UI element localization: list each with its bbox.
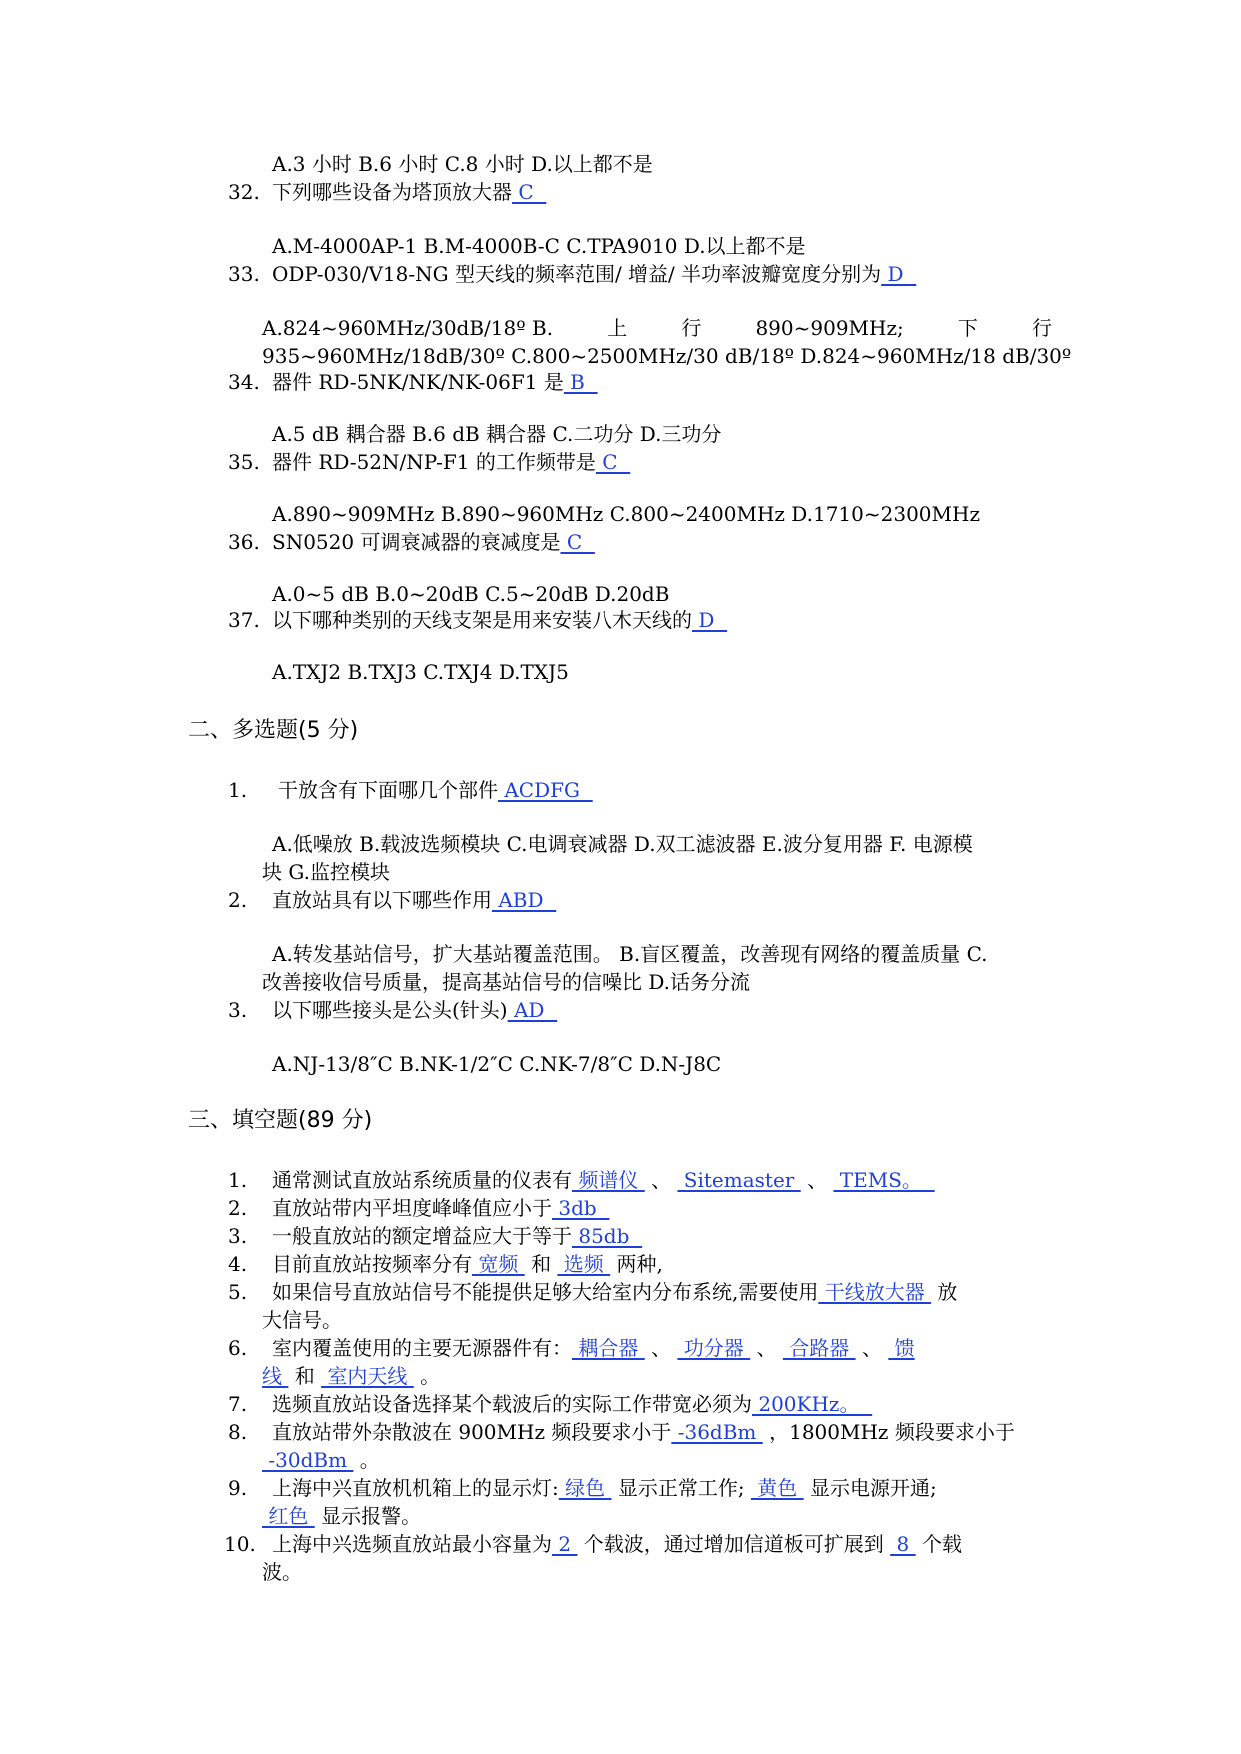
f1-number: 1. [228, 1168, 248, 1192]
q33-question [272, 260, 916, 288]
q37-options: A.TXJ2 B.TXJ3 C.TXJ4 D.TXJ5 [272, 660, 569, 684]
f7-line [272, 1390, 872, 1418]
q33-options-line2: 935~960MHz/18dB/30º C.800~2500MHz/30 dB/18º D.824~960MHz/18 dB/30º [262, 344, 1072, 368]
q35-options: A.890~909MHz B.890~960MHz C.800~2400MHz D.1710~2300MHz [272, 502, 980, 526]
s2q2-text: 直放站具有以下哪些作用 [272, 888, 492, 912]
f6-blank1: 耦合器 [572, 1336, 645, 1360]
f3-line [272, 1222, 642, 1250]
q36-text: SN0520 可调衰减器的衰减度是 [272, 530, 561, 554]
q35-number: 35. [228, 450, 260, 474]
s2q3-number: 3. [228, 998, 248, 1022]
f6-sep2: 、 [750, 1336, 783, 1360]
s2q1-text: 干放含有下面哪几个部件 [278, 778, 498, 802]
f7-text: 选频直放站设备选择某个载波后的实际工作带宽必须为 [272, 1392, 752, 1416]
f10-blank1: 2 [552, 1532, 578, 1556]
q37-text: 以下哪种类别的天线支架是用来安装八木天线的 [272, 608, 692, 632]
q35-text: 器件 RD-52N/NP-F1 的工作频带是 [272, 450, 596, 474]
f8-line [272, 1418, 1015, 1446]
q35-answer: C [595, 450, 631, 474]
q37-answer: D [692, 608, 728, 632]
s2q1-answer: ACDFG [498, 778, 593, 802]
s2q2-number: 2. [228, 888, 248, 912]
f10-sep1: 个载波，通过增加信道板可扩展到 [577, 1532, 891, 1556]
q37-number: 37. [228, 608, 260, 632]
f4-blank1: 宽频 [472, 1252, 525, 1276]
f6-line2 [262, 1362, 440, 1390]
f4-blank2: 选频 [557, 1252, 611, 1276]
q33-opt-part: 行 [681, 316, 702, 340]
f4-tail: 两种, [610, 1252, 663, 1276]
s2q2-answer: ABD [492, 888, 557, 912]
f1-sep1: 、 [644, 1168, 678, 1192]
f8-tail: ，1800MHz 频段要求小于 [762, 1420, 1015, 1444]
q33-answer: D [881, 262, 917, 286]
f8-number: 8. [228, 1420, 248, 1444]
f10-line [272, 1530, 962, 1558]
f1-blank2: Sitemaster [677, 1168, 801, 1192]
f9-sep2: 显示电源开通; [803, 1476, 937, 1500]
f3-blank1: 85db [572, 1224, 643, 1248]
s2q1-question [278, 776, 593, 804]
s2q3-options: A.NJ-13/8″C B.NK-1/2″C C.NK-7/8″C D.N-J8C [272, 1052, 722, 1076]
f9-text: 上海中兴直放机机箱上的显示灯: [272, 1476, 559, 1500]
f5-text: 如果信号直放站信号不能提供足够大给室内分布系统,需要使用 [272, 1280, 819, 1304]
q33-opt-part: 890~909MHz; [755, 316, 904, 340]
q36-number: 36. [228, 530, 260, 554]
f3-text: 一般直放站的额定增益应大于等于 [272, 1224, 572, 1248]
s2q3-text: 以下哪些接头是公头(针头) [272, 998, 508, 1022]
s2q2-options-line1: A.转发基站信号，扩大基站覆盖范围。 B.盲区覆盖，改善现有网络的覆盖质量 C. [272, 942, 988, 966]
q33-opt-part: 下 [957, 316, 978, 340]
f9-sep1: 显示正常工作; [611, 1476, 751, 1500]
q34-question [272, 368, 598, 396]
q31-options: A.3 小时 B.6 小时 C.8 小时 D.以上都不是 [272, 152, 653, 176]
q36-answer: C [560, 530, 595, 554]
f8-line2 [262, 1446, 380, 1474]
f10-line2: 波。 [262, 1560, 302, 1584]
q33-opt-part: A.824~960MHz/30dB/18º B. [262, 316, 554, 340]
f9-blank2: 黄色 [750, 1476, 804, 1500]
f2-number: 2. [228, 1196, 248, 1220]
f6-blank5: 室内天线 [321, 1364, 414, 1388]
f5-line [272, 1278, 957, 1306]
f6-blank3: 合路器 [782, 1336, 856, 1360]
q37-question [272, 606, 727, 634]
s2q2-question [272, 886, 556, 914]
q34-text: 器件 RD-5NK/NK/NK-06F1 是 [272, 370, 564, 394]
f8-end: 。 [353, 1448, 380, 1472]
q36-question [272, 528, 595, 556]
f9-blank1: 绿色 [558, 1476, 612, 1500]
f8-text: 直放站带外杂散波在 900MHz 频段要求小于 [272, 1420, 672, 1444]
f8-blank1: -36dBm [671, 1420, 763, 1444]
f9-line [272, 1474, 937, 1502]
f4-number: 4. [228, 1252, 248, 1276]
f1-text: 通常测试直放站系统质量的仪表有 [272, 1168, 572, 1192]
q33-opt-part: 上 [607, 316, 628, 340]
f5-number: 5. [228, 1280, 248, 1304]
f6-sep1: 、 [644, 1336, 678, 1360]
f4-sep1: 和 [524, 1252, 558, 1276]
f4-line [272, 1250, 663, 1278]
f7-blank1: 200KHz。 [752, 1392, 873, 1416]
q32-question [272, 178, 546, 206]
f6-number: 6. [228, 1336, 248, 1360]
f10-blank2: 8 [890, 1532, 916, 1556]
f2-blank1: 3db [552, 1196, 610, 1220]
s2q1-options-line2: 块 G.监控模块 [262, 860, 390, 884]
f1-blank1: 频谱仪 [572, 1168, 645, 1192]
s2q3-question [272, 996, 557, 1024]
q32-number: 32. [228, 180, 260, 204]
q34-answer: B [563, 370, 598, 394]
f9-end: 显示报警。 [314, 1504, 422, 1528]
f2-text: 直放站带内平坦度峰峰值应小于 [272, 1196, 552, 1220]
q32-text: 下列哪些设备为塔顶放大器 [272, 180, 512, 204]
f6-sep4: 和 [288, 1364, 322, 1388]
s2q1-number: 1. [228, 778, 248, 802]
f1-blank3: TEMS。 [833, 1168, 935, 1192]
f8-blank2: -30dBm [262, 1448, 354, 1472]
q33-options-line1 [262, 314, 1052, 342]
q34-number: 34. [228, 370, 260, 394]
f2-line [272, 1194, 609, 1222]
f6-blank2: 功分器 [677, 1336, 751, 1360]
section3-title: 三、填空题(89 分) [188, 1108, 373, 1133]
q34-options: A.5 dB 耦合器 B.6 dB 耦合器 C.二功分 D.三功分 [272, 422, 722, 446]
section2-title: 二、多选题(5 分) [188, 718, 359, 743]
q35-question [272, 448, 630, 476]
f9-number: 9. [228, 1476, 248, 1500]
f10-text: 上海中兴选频直放站最小容量为 [272, 1532, 552, 1556]
f5-line2: 大信号。 [262, 1308, 342, 1332]
f6-end: 。 [413, 1364, 441, 1388]
f6-sep3: 、 [855, 1336, 889, 1360]
s2q2-options-line2: 改善接收信号质量，提高基站信号的信噪比 D.话务分流 [262, 970, 751, 994]
f5-tail: 放 [931, 1280, 958, 1304]
f9-line2 [262, 1502, 421, 1530]
f5-blank1: 干线放大器 [818, 1280, 932, 1304]
f3-number: 3. [228, 1224, 248, 1248]
f6-blank4-cont: 线 [262, 1364, 289, 1388]
q32-options: A.M-4000AP-1 B.M-4000B-C C.TPA9010 D.以上都不是 [272, 234, 806, 258]
f4-text: 目前直放站按频率分有 [272, 1252, 472, 1276]
f6-text: 室内覆盖使用的主要无源器件有： [272, 1336, 572, 1360]
f7-number: 7. [228, 1392, 248, 1416]
q32-answer: C [512, 180, 547, 204]
f1-sep2: 、 [800, 1168, 834, 1192]
q33-number: 33. [228, 262, 260, 286]
f9-blank3: 红色 [262, 1504, 315, 1528]
f10-number: 10. [224, 1532, 256, 1556]
f6-line [272, 1334, 915, 1362]
f1-line [272, 1166, 935, 1194]
s2q3-answer: AD [507, 998, 558, 1022]
f10-tail: 个载 [915, 1532, 962, 1556]
q36-options: A.0~5 dB B.0~20dB C.5~20dB D.20dB [272, 582, 670, 606]
f6-blank4: 馈 [888, 1336, 915, 1360]
q33-opt-part: 行 [1032, 316, 1052, 340]
s2q1-options-line1: A.低噪放 B.载波选频模块 C.电调衰减器 D.双工滤波器 E.波分复用器 F. 电源模 [272, 832, 973, 856]
q33-text: ODP-030/V18-NG 型天线的频率范围/ 增益/ 半功率波瓣宽度分别为 [272, 262, 882, 286]
